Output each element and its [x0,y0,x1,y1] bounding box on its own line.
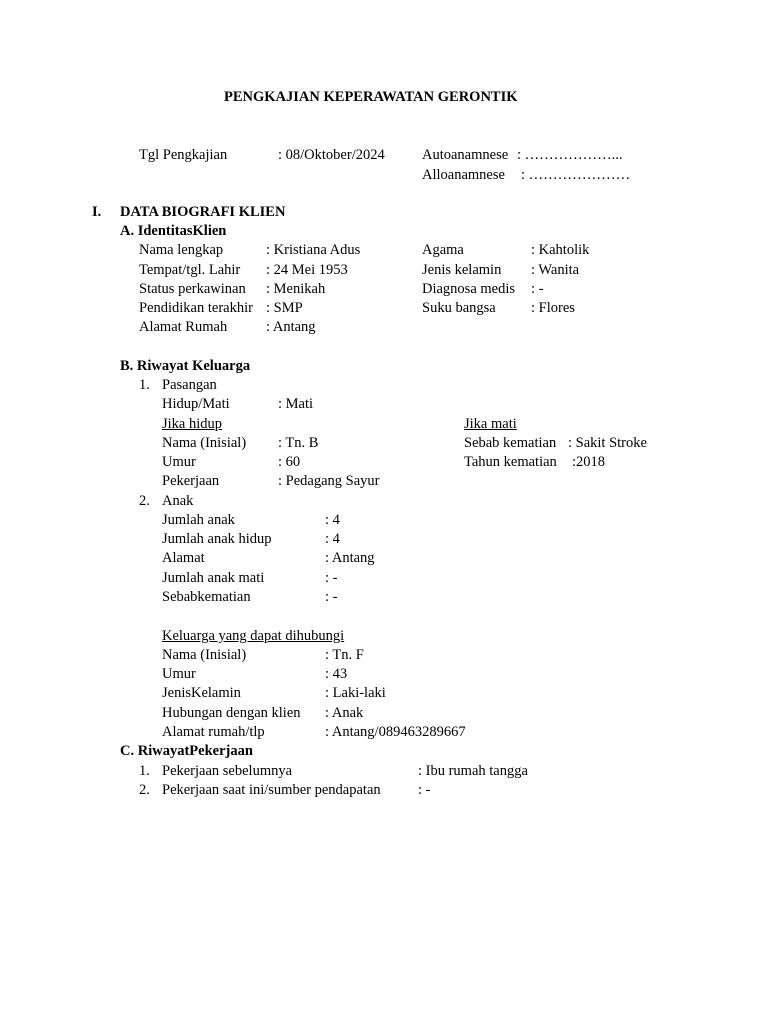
jika-mati-heading: Jika mati [464,416,517,432]
hidup-mati-label: Hidup/Mati [162,396,230,412]
kontak-row-value: : Laki-laki [325,685,386,701]
kontak-heading: Keluarga yang dapat dihubungi [162,628,345,644]
anak-row-label: Jumlah anak [162,512,235,528]
pekerjaan-row-value: : - [418,782,431,798]
list-number: 1. [139,763,150,779]
list-number: 2. [139,493,150,509]
subsection-a-heading: A. IdentitasKlien [120,223,227,239]
identitas-value: : Flores [531,300,575,316]
anak-row-label: Jumlah anak hidup [162,531,272,547]
kontak-row-label: JenisKelamin [162,685,241,701]
tahun-kematian-label: Tahun kematian [464,454,557,470]
identitas-value: : Kahtolik [531,242,590,258]
section-number: I. [92,204,102,220]
tgl-pengkajian-label: Tgl Pengkajian [139,147,228,163]
anak-label: Anak [162,493,194,509]
kontak-row-value: : 43 [325,666,348,682]
identitas-value: : Menikah [266,281,326,297]
identitas-value: : Antang [266,319,316,335]
tahun-kematian-value: :2018 [572,454,606,470]
alloanamnese-label: Alloanamnese [422,167,505,183]
identitas-label: Suku bangsa [422,300,496,316]
identitas-label: Status perkawinan [139,281,246,297]
alloanamnese-value: : ………………… [521,167,631,183]
list-number: 1. [139,377,150,393]
identitas-label: Nama lengkap [139,242,224,258]
anak-row-value: : - [325,570,338,586]
kontak-row-value: : Antang/089463289667 [325,724,466,740]
pasangan-umur-label: Umur [162,454,196,470]
sebab-kematian-label: Sebab kematian [464,435,557,451]
identitas-value: : SMP [266,300,303,316]
kontak-row-value: : Anak [325,705,364,721]
anak-row-label: Sebabkematian [162,589,251,605]
autoanamnese-value: : ………………... [517,147,623,163]
pasangan-pekerjaan-label: Pekerjaan [162,473,220,489]
jika-hidup-heading: Jika hidup [162,416,223,432]
identitas-value: : Kristiana Adus [266,242,361,258]
pekerjaan-row-value: : Ibu rumah tangga [418,763,528,779]
kontak-row-label: Umur [162,666,196,682]
pasangan-pekerjaan-value: : Pedagang Sayur [278,473,380,489]
sebab-kematian-value: : Sakit Stroke [568,435,647,451]
anak-row-value: : 4 [325,531,340,547]
kontak-row-label: Nama (Inisial) [162,647,247,663]
hidup-mati-value: : Mati [278,396,314,412]
identitas-value: : Wanita [531,262,580,278]
pasangan-nama-label: Nama (Inisial) [162,435,247,451]
anak-row-value: : 4 [325,512,340,528]
pekerjaan-row-label: Pekerjaan saat ini/sumber pendapatan [162,782,381,798]
pekerjaan-row-label: Pekerjaan sebelumnya [162,763,293,779]
subsection-c-heading: C. RiwayatPekerjaan [120,743,253,759]
kontak-row-value: : Tn. F [325,647,364,663]
anak-row-label: Jumlah anak mati [162,570,265,586]
identitas-label: Tempat/tgl. Lahir [139,262,241,278]
subsection-b-heading: B. Riwayat Keluarga [120,358,251,374]
anak-row-label: Alamat [162,550,205,566]
identitas-label: Alamat Rumah [139,319,228,335]
pasangan-nama-value: : Tn. B [278,435,319,451]
anak-row-value: : - [325,589,338,605]
pasangan-umur-value: : 60 [278,454,301,470]
list-number: 2. [139,782,150,798]
identitas-label: Pendidikan terakhir [139,300,253,316]
identitas-value: : - [531,281,544,297]
identitas-value: : 24 Mei 1953 [266,262,348,278]
anak-row-value: : Antang [325,550,375,566]
section-heading: DATA BIOGRAFI KLIEN [120,204,286,220]
document-title: PENGKAJIAN KEPERAWATAN GERONTIK [224,89,518,105]
identitas-label: Diagnosa medis [422,281,516,297]
kontak-row-label: Hubungan dengan klien [162,705,301,721]
tgl-pengkajian-value: : 08/Oktober/2024 [278,147,385,163]
pasangan-label: Pasangan [162,377,217,393]
autoanamnese-label: Autoanamnese [422,147,509,163]
identitas-label: Jenis kelamin [422,262,502,278]
identitas-label: Agama [422,242,464,258]
kontak-row-label: Alamat rumah/tlp [162,724,265,740]
